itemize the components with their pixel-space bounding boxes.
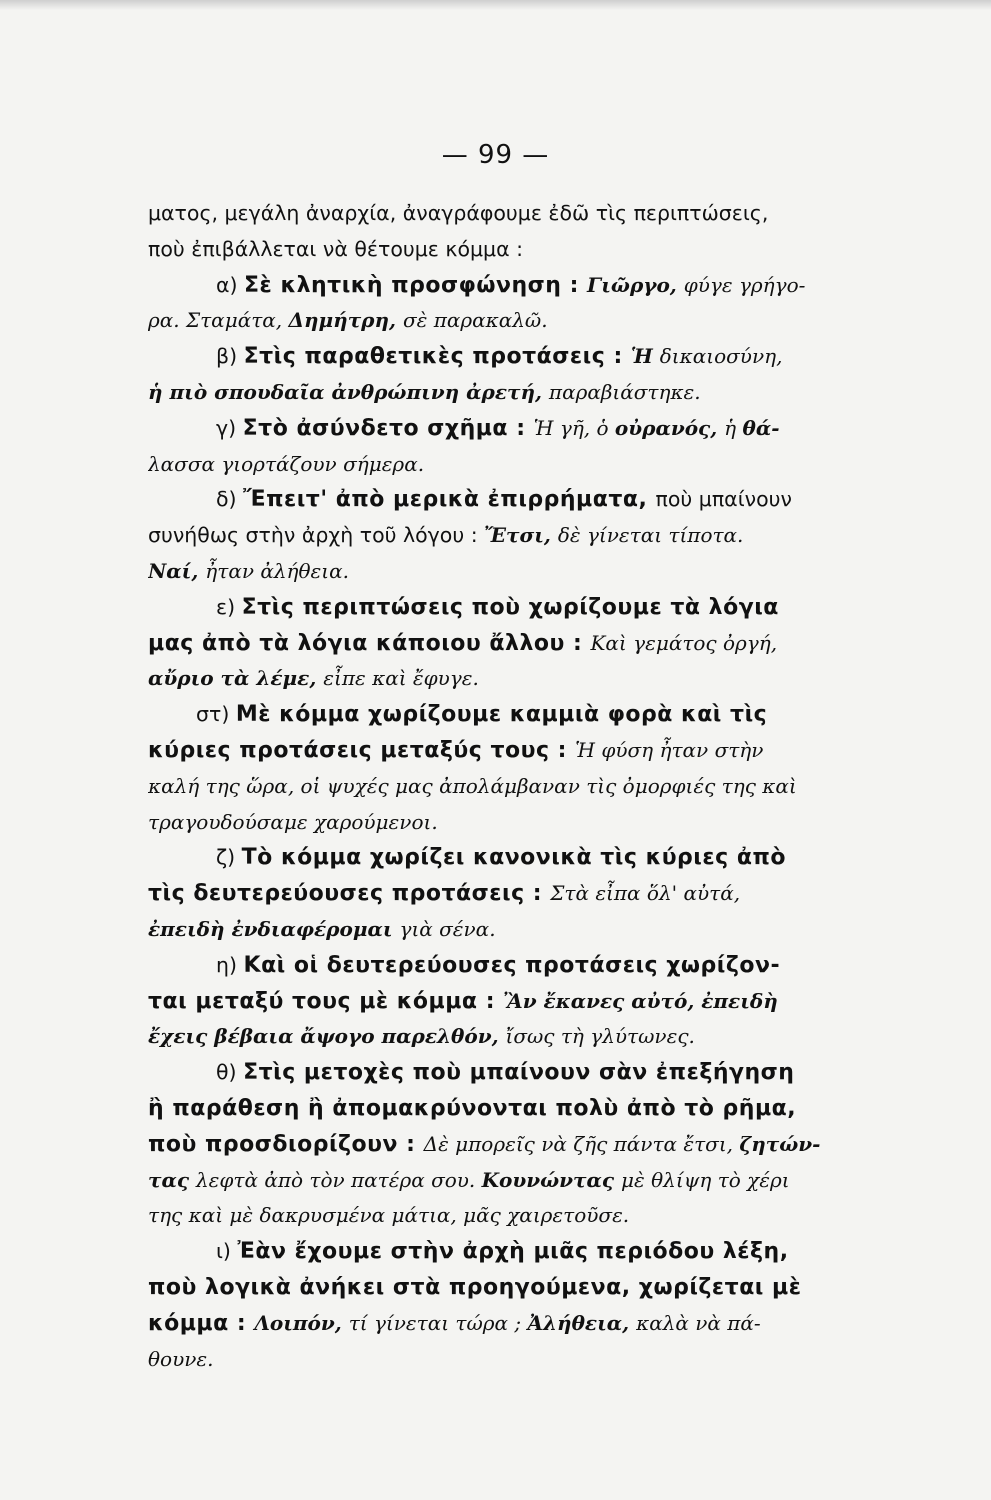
text-segment: σὲ παρακαλῶ. [402, 308, 548, 333]
text-segment: τας [148, 1167, 196, 1192]
text-segment: Ναί, [148, 558, 206, 583]
text-segment: κόμμα : [148, 1310, 255, 1336]
text-segment: ἢ παράθεση ἢ ἀπομακρύνονται πολὺ ἀπὸ τὸ ρῆμα, [148, 1095, 797, 1121]
text-segment: ρα. Σταμάτα, [148, 308, 289, 333]
text-line [148, 1342, 883, 1378]
text-line [148, 232, 883, 268]
text-line [148, 196, 883, 232]
body-text [148, 196, 883, 1377]
text-line [148, 1019, 883, 1055]
text-line [148, 1055, 883, 1091]
text-segment: τὶς δευτερεύουσες προτάσεις : [148, 881, 551, 907]
text-line [148, 518, 883, 554]
text-segment: Δημήτρη, [288, 308, 403, 333]
text-segment: θά- [742, 415, 780, 440]
text-segment: δικαιοσύνη, [659, 344, 783, 369]
text-segment: ἡ [724, 415, 743, 440]
text-segment: Στὶς περιπτώσεις ποὺ χωρίζουμε τὰ λόγια [241, 594, 779, 620]
text-segment: δ) [216, 487, 244, 512]
page-number: — 99 — [441, 140, 550, 170]
text-segment: ζ) [216, 845, 242, 870]
text-line [148, 339, 883, 375]
text-line [148, 375, 883, 411]
text-segment: η) [216, 952, 244, 977]
text-segment: Στὸ ἀσύνδετο σχῆμα : [242, 415, 534, 441]
text-segment: Στὶς παραθετικὲς προτάσεις : [243, 344, 631, 370]
text-segment: Ἡ φύση ἦταν στὴν [575, 737, 764, 762]
text-segment: Στὰ εἶπα ὅλ' αὐτά, [550, 881, 741, 906]
text-segment: λασσα γιορτάζουν σήμερα. [148, 451, 425, 476]
text-segment: αὔριο τὰ λέμε, [148, 666, 324, 691]
text-line [148, 876, 883, 912]
text-segment: Ἔπειτ' ἀπὸ μερικὰ ἐπιρρήματα, [243, 487, 656, 513]
text-segment: α) [216, 272, 245, 297]
text-segment: Γιῶργο, [587, 272, 684, 297]
text-segment: τί γίνεται τώρα ; [348, 1310, 528, 1335]
text-segment: της καὶ μὲ δακρυσμένα μάτια, μᾶς χαιρετοῦσε. [148, 1203, 630, 1228]
text-segment: ἐπειδὴ ἐνδιαφέρομαι [148, 916, 400, 941]
text-segment: β) [216, 344, 244, 369]
text-line [148, 1091, 883, 1127]
text-segment: Τὸ κόμμα χωρίζει κανονικὰ τὶς κύριες ἀπὸ [241, 845, 786, 871]
text-line [148, 1270, 883, 1306]
text-segment: γιὰ σένα. [399, 916, 496, 941]
text-segment: κύριες προτάσεις μεταξύς τους : [148, 737, 576, 763]
text-segment: Ἔτσι, [484, 523, 558, 548]
text-segment: Λοιπόν, [254, 1310, 349, 1335]
text-segment: ἔχεις βέβαια ἄψογο παρελθόν, [148, 1024, 506, 1049]
text-line [148, 268, 883, 304]
text-segment: Δὲ μπορεῖς νὰ ζῆς πάντα ἔτσι, [423, 1131, 740, 1156]
text-line [148, 1198, 883, 1234]
text-segment: ποὺ λογικὰ ἀνήκει στὰ προηγούμενα, χωρίζεται μὲ [148, 1274, 802, 1300]
page-edge [0, 0, 991, 10]
text-line [148, 769, 883, 805]
text-segment: Καὶ γεμάτος ὀργή, [590, 630, 778, 655]
text-segment: Καὶ οἱ δευτερεύουσες προτάσεις χωρίζον- [243, 952, 781, 978]
text-line [148, 661, 883, 697]
text-line [148, 303, 883, 339]
text-segment: οὐρανός, [614, 415, 725, 440]
text-segment: δὲ γίνεται τίποτα. [557, 523, 744, 548]
text-segment: θουνε. [148, 1346, 214, 1371]
text-line [148, 447, 883, 483]
text-line [148, 590, 883, 626]
text-line [148, 1127, 883, 1163]
text-segment: καλὰ νὰ πά- [636, 1310, 761, 1335]
text-segment: συνήθως στὴν ἀρχὴ τοῦ λόγου : [148, 523, 485, 548]
text-segment: παραβιάστηκε. [548, 379, 701, 404]
text-segment: Ἡ [630, 344, 660, 369]
text-segment: μας ἀπὸ τὰ λόγια κάποιου ἄλλου : [148, 630, 591, 656]
text-line [148, 948, 883, 984]
text-line [148, 554, 883, 590]
text-line [148, 1234, 883, 1270]
text-line [148, 626, 883, 662]
text-segment: ζητών- [739, 1131, 821, 1156]
text-segment: Σὲ κλητικὴ προσφώνηση : [244, 272, 588, 298]
text-segment: Κουνώντας [481, 1167, 622, 1192]
text-segment: ι) [216, 1239, 238, 1264]
text-line [148, 805, 883, 841]
text-segment: ε) [216, 594, 242, 619]
text-segment: λεφτὰ ἀπὸ τὸν πατέρα σου. [196, 1167, 482, 1192]
text-segment: θ) [216, 1060, 244, 1085]
text-segment: καλή της ὥρα, οἱ ψυχές μας ἀπολάμβαναν τὶς ὀμορφιές της καὶ [148, 773, 797, 798]
text-segment: ποὺ ἐπιβάλλεται νὰ θέτουμε κόμμα : [148, 236, 524, 261]
text-line [148, 1163, 883, 1199]
text-segment: ποὺ προσδιορίζουν : [148, 1131, 424, 1157]
text-segment: ται μεταξύ τους μὲ κόμμα : [148, 988, 504, 1014]
text-segment: μὲ θλίψη τὸ χέρι [621, 1167, 790, 1192]
text-segment: εἶπε καὶ ἔφυγε. [323, 666, 479, 691]
text-segment: Μὲ κόμμα χωρίζουμε καμμιὰ φορὰ καὶ τὶς [235, 702, 768, 728]
text-segment: ποὺ μπαίνουν [655, 487, 792, 512]
text-segment: ἴσως τὴ γλύτωνες. [505, 1024, 695, 1049]
text-segment: Ἡ γῆ, ὁ [533, 415, 615, 440]
text-line [148, 1306, 883, 1342]
text-segment: Ἀλήθεια, [527, 1310, 637, 1335]
text-line [148, 840, 883, 876]
text-segment: στ) [196, 702, 236, 727]
text-segment: φύγε γρήγο- [683, 272, 806, 297]
text-line [148, 482, 883, 518]
text-segment: ματος, μεγάλη ἀναρχία, ἀναγράφουμε ἐδῶ τὶς περιπτώσεις, [148, 201, 769, 225]
text-segment: Ἂν ἔκανες αὐτό, ἐπειδὴ [503, 988, 778, 1013]
text-line [148, 697, 883, 733]
text-line [148, 411, 883, 447]
text-segment: τραγουδούσαμε χαρούμενοι. [148, 809, 438, 834]
text-segment: ἡ πιὸ σπουδαῖα ἀνθρώπινη ἀρετή, [148, 379, 549, 404]
text-segment: Ἐὰν ἔχουμε στὴν ἀρχὴ μιᾶς περιόδου λέξη, [237, 1239, 789, 1265]
text-line [148, 912, 883, 948]
text-segment: γ) [216, 415, 243, 440]
text-segment: ἦταν ἀλήθεια. [205, 558, 349, 583]
text-line [148, 984, 883, 1020]
text-line [148, 733, 883, 769]
text-segment: Στὶς μετοχὲς ποὺ μπαίνουν σὰν ἐπεξήγηση [243, 1060, 795, 1086]
